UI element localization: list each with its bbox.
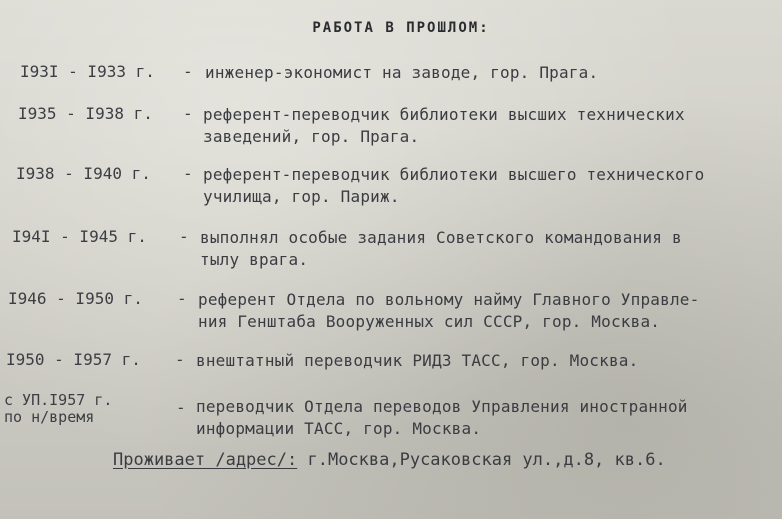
entry-description-line: переводчик Отдела переводов Управления иностранной	[196, 397, 688, 416]
address-value: г.Москва,Русаковская ул.,д.8, кв.6.	[307, 450, 666, 470]
entry-description-line: референт Отдела по вольному найму Главного Управле-	[198, 290, 700, 309]
entry-description-line: выполнял особые задания Советского командования в	[200, 228, 682, 247]
entry-dash: -	[177, 289, 187, 308]
entry-description	[205, 62, 598, 84]
entry-dash: -	[183, 104, 193, 123]
entry-period: I938 - I940 г.	[16, 164, 151, 183]
entry-description	[203, 104, 685, 148]
entry-dash: -	[183, 62, 193, 81]
entry-period: I93I - I933 г.	[20, 62, 155, 81]
address-label: Проживает /адрес/:	[113, 450, 298, 470]
entry-period: I946 - I950 г.	[8, 289, 143, 308]
address-line	[113, 450, 666, 470]
entry-period: I935 - I938 г.	[18, 104, 153, 123]
entry-description-line: внештатный переводчик РИДЗ ТАСС, гор. Москва.	[196, 351, 639, 370]
entry-description	[196, 396, 688, 440]
entry-dash: -	[183, 164, 193, 183]
entry-dash: -	[179, 227, 189, 246]
entry-period	[4, 392, 112, 426]
entry-description	[200, 227, 682, 271]
entry-period: I950 - I957 г.	[6, 350, 141, 369]
entry-description	[196, 350, 638, 372]
entry-description	[198, 289, 699, 333]
entry-description-line: референт-переводчик библиотеки высших технических	[203, 105, 685, 124]
entry-description-line: училища, гор. Париж.	[203, 187, 400, 206]
document-title: РАБОТА В ПРОШЛОМ:	[312, 20, 490, 36]
entry-description-line: ния Генштаба Вооруженных сил СССР, гор. Москва.	[198, 312, 661, 331]
entry-description-line: информации ТАСС, гор. Москва.	[196, 419, 482, 438]
entry-description-line: инженер-экономист на заводе, гор. Прага.	[205, 63, 599, 82]
entry-period: I94I - I945 г.	[12, 227, 147, 246]
entry-dash: -	[176, 398, 186, 417]
entry-period-line: по н/время	[4, 408, 95, 426]
entry-period-line: с УП.I957 г.	[4, 391, 113, 409]
entry-description-line: тылу врага.	[200, 250, 309, 269]
entry-dash: -	[175, 350, 185, 369]
entry-description-line: заведений, гор. Прага.	[203, 127, 420, 146]
entry-description-line: референт-переводчик библиотеки высшего технического	[203, 165, 705, 184]
entry-description	[203, 164, 704, 208]
